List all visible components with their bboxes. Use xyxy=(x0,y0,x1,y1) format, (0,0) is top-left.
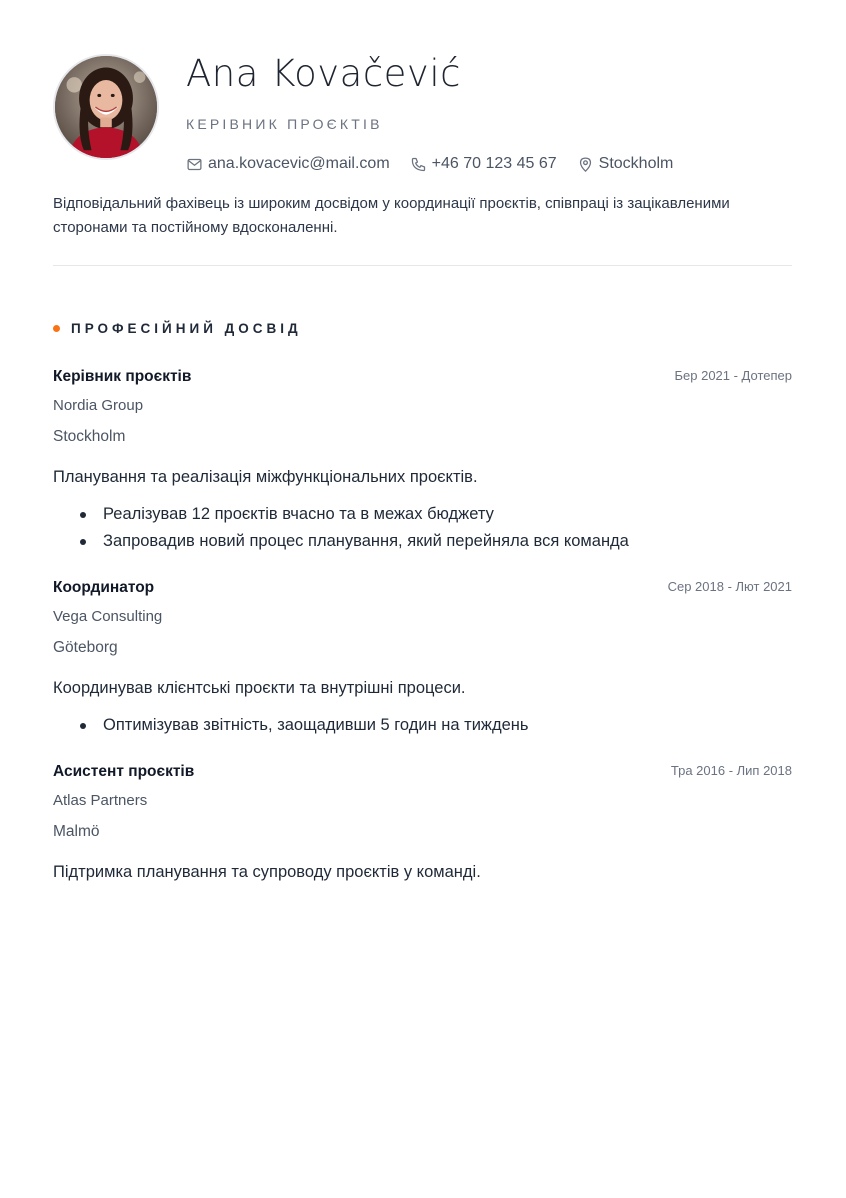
job-company: Vega Consulting xyxy=(53,608,163,625)
achievement-item: Запровадив новий процес планування, який перейняла вся команда xyxy=(77,528,629,555)
experience-item xyxy=(53,579,792,749)
candidate-role: КЕРІВНИК ПРОЄКТІВ xyxy=(186,116,383,132)
location-text: Stockholm xyxy=(598,155,674,172)
phone-text: +46 70 123 45 67 xyxy=(431,155,557,172)
job-description: Підтримка планування та супроводу проєктів у команді. xyxy=(53,863,481,881)
email-text: ana.kovacevic@mail.com xyxy=(208,155,390,172)
job-description: Координував клієнтські проєкти та внутрішні процеси. xyxy=(53,679,466,697)
contact-location xyxy=(577,155,674,173)
header-divider xyxy=(53,265,792,266)
job-dates: Тра 2016 - Лип 2018 xyxy=(670,763,792,778)
mail-icon xyxy=(186,156,203,173)
job-achievements xyxy=(77,712,528,739)
experience-section-header xyxy=(53,319,302,337)
experience-item xyxy=(53,368,792,558)
section-accent-dot xyxy=(53,325,60,332)
location-pin-icon xyxy=(577,156,594,173)
achievement-item: Оптимізував звітність, заощадивши 5 годин на тиждень xyxy=(77,712,528,739)
contact-email[interactable] xyxy=(186,155,390,173)
job-location: Malmö xyxy=(53,823,100,840)
section-title: ПРОФЕСІЙНИЙ ДОСВІД xyxy=(71,320,302,336)
contact-phone[interactable] xyxy=(410,155,557,173)
job-location: Göteborg xyxy=(53,639,118,656)
job-company: Atlas Partners xyxy=(53,792,148,809)
phone-icon xyxy=(410,156,427,173)
job-dates: Сер 2018 - Лют 2021 xyxy=(667,579,792,594)
profile-summary: Відповідальний фахівець із широким досвідом у координації проєктів, співпраці із зацікавленими сторонами та постійному вдосконаленні. xyxy=(53,195,730,236)
contact-row xyxy=(186,153,693,175)
job-title: Координатор xyxy=(53,579,155,596)
candidate-name: Ana Kovačević xyxy=(186,52,461,95)
job-description: Планування та реалізація міжфункціональних проєктів. xyxy=(53,468,478,486)
job-location: Stockholm xyxy=(53,428,126,445)
job-dates: Бер 2021 - Дотепер xyxy=(674,368,792,383)
experience-item xyxy=(53,763,792,893)
job-achievements xyxy=(77,501,629,555)
achievement-item: Реалізував 12 проєктів вчасно та в межах бюджету xyxy=(77,501,629,528)
job-title: Керівник проєктів xyxy=(53,368,192,385)
job-company: Nordia Group xyxy=(53,397,144,414)
avatar xyxy=(53,54,159,160)
profile-photo xyxy=(55,56,157,158)
job-title: Асистент проєктів xyxy=(53,763,195,780)
